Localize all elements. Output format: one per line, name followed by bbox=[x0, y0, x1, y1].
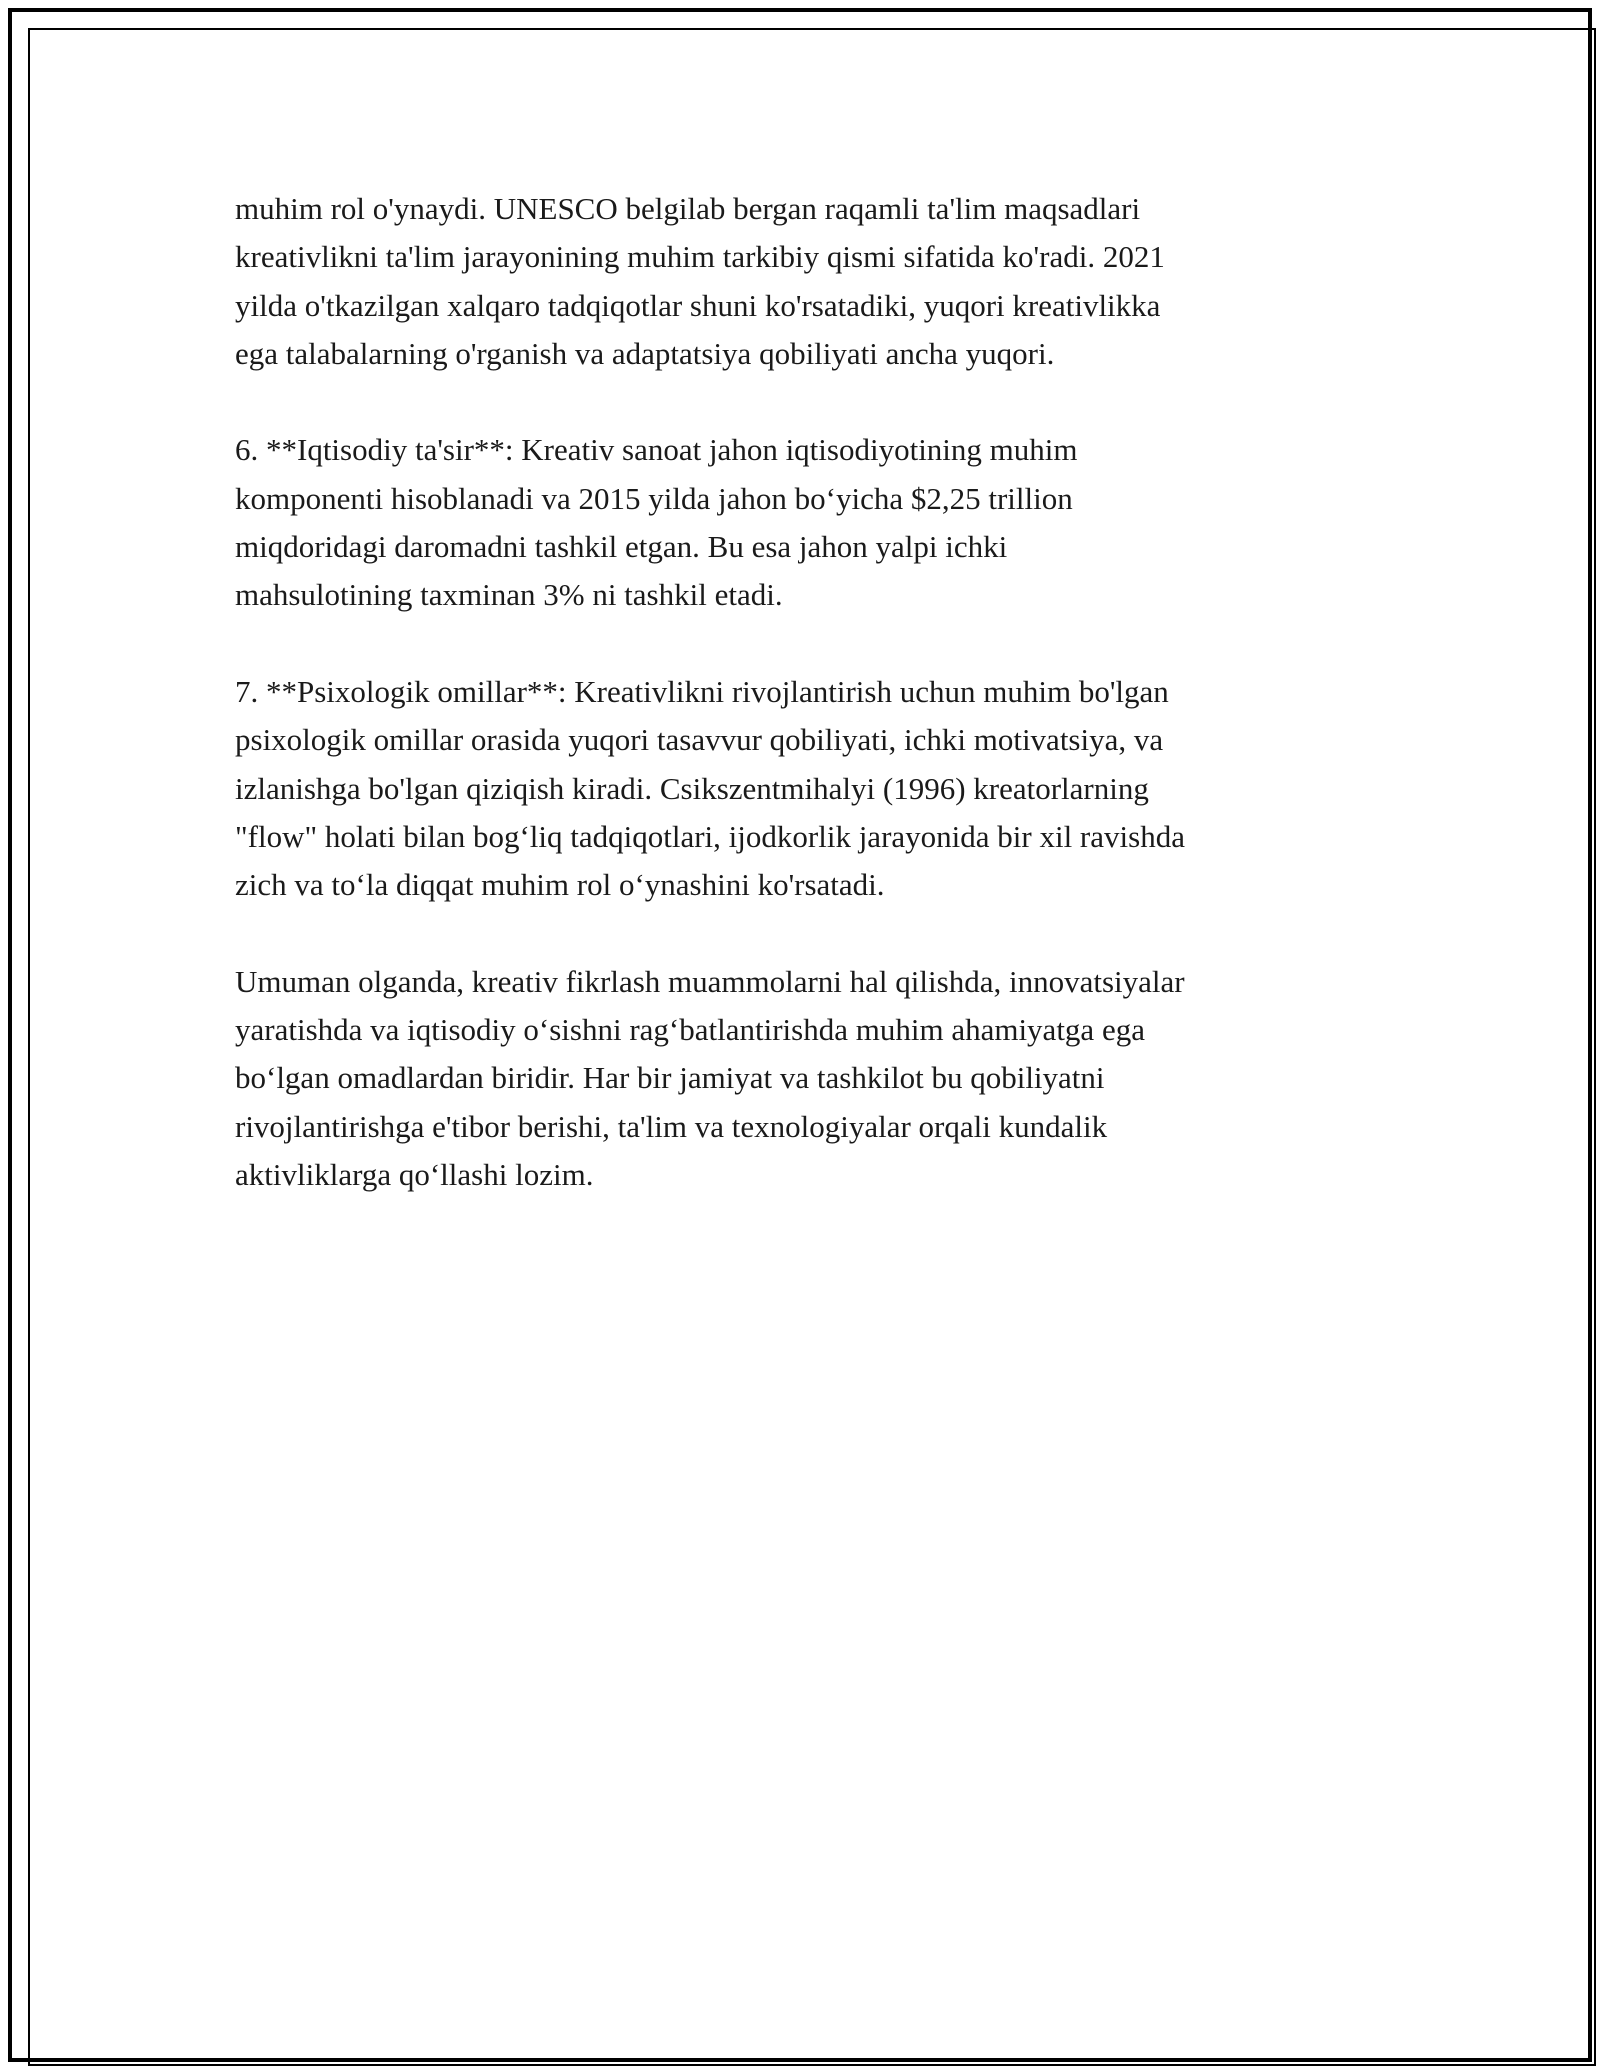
text-line: "flow" holati bilan bog‘liq tadqiqotlari, ijodkorlik jarayonida bir xil ravishda bbox=[235, 818, 1185, 854]
paragraph-psychological-factors bbox=[235, 668, 1385, 909]
document-body bbox=[235, 185, 1385, 1248]
text-line: muhim rol o'ynaydi. UNESCO belgilab bergan raqamli ta'lim maqsadlari bbox=[235, 191, 1141, 226]
paragraph-economic-impact bbox=[235, 426, 1385, 619]
text-line: Umuman olganda, kreativ fikrlash muammolarni hal qilishda, innovatsiyalar bbox=[235, 963, 1185, 999]
text-line: 7. **Psixologik omillar**: Kreativlikni rivojlantirish uchun muhim bo'lgan bbox=[235, 673, 1169, 709]
text-line: rivojlantirishga e'tibor berishi, ta'lim va texnologiyalar orqali kundalik bbox=[235, 1108, 1108, 1144]
text-line: miqdoridagi daromadni tashkil etgan. Bu esa jahon yalpi ichki bbox=[235, 529, 1008, 565]
paragraph-conclusion bbox=[235, 958, 1385, 1199]
text-line: aktivliklarga qo‘llashi lozim. bbox=[235, 1156, 594, 1192]
text-line: kreativlikni ta'lim jarayonining muhim tarkibiy qismi sifatida ko'radi. 2021 bbox=[235, 239, 1165, 275]
text-line: mahsulotining taxminan 3% ni tashkil etadi. bbox=[235, 577, 783, 613]
text-line: 6. **Iqtisodiy ta'sir**: Kreativ sanoat jahon iqtisodiyotining muhim bbox=[235, 432, 1078, 468]
text-line: bo‘lgan omadlardan biridir. Har bir jamiyat va tashkilot bu qobiliyatni bbox=[235, 1060, 1105, 1096]
text-line: komponenti hisoblanadi va 2015 yilda jahon bo‘yicha $2,25 trillion bbox=[235, 480, 1073, 516]
paragraph-unesco bbox=[235, 185, 1385, 378]
text-line: zich va to‘la diqqat muhim rol o‘ynashini ko'rsatadi. bbox=[235, 867, 885, 903]
text-line: yaratishda va iqtisodiy o‘sishni rag‘batlantirishda muhim ahamiyatga ega bbox=[235, 1012, 1145, 1048]
text-line: psixologik omillar orasida yuqori tasavvur qobiliyati, ichki motivatsiya, va bbox=[235, 722, 1164, 758]
text-line: izlanishga bo'lgan qiziqish kiradi. Csikszentmihalyi (1996) kreatorlarning bbox=[235, 770, 1149, 806]
text-line: yilda o'tkazilgan xalqaro tadqiqotlar shuni ko'rsatadiki, yuqori kreativlikka bbox=[235, 287, 1161, 323]
text-line: ega talabalarning o'rganish va adaptatsiya qobiliyati ancha yuqori. bbox=[235, 335, 1055, 371]
